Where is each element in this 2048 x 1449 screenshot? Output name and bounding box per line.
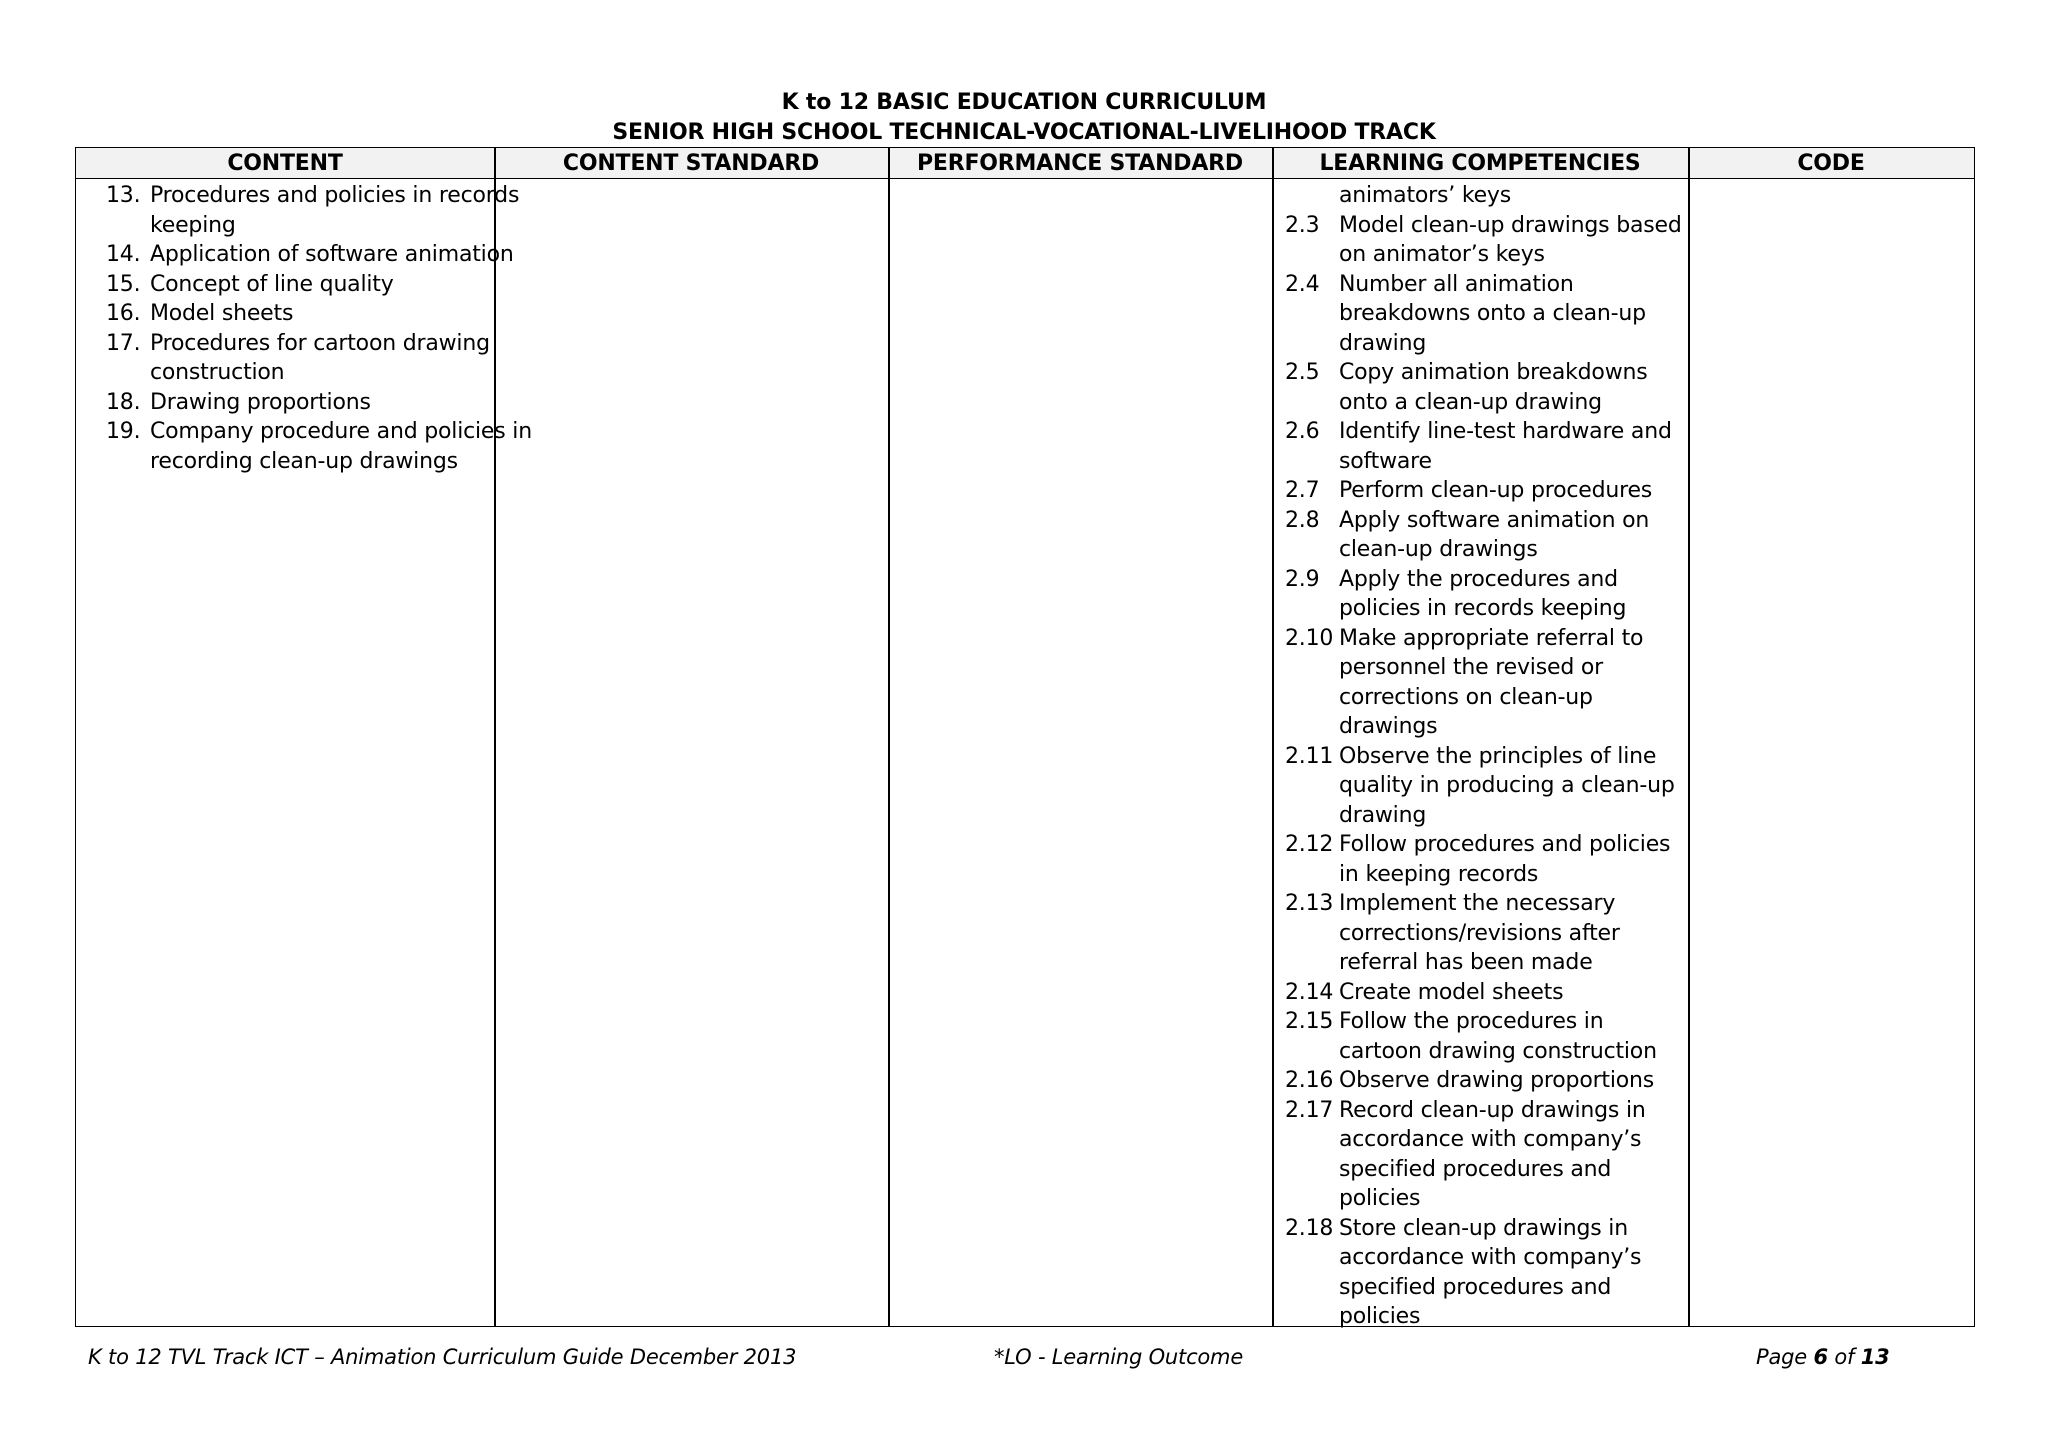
- content-item: [106, 240, 546, 270]
- competency-text: Identify line-test hardware and software: [1339, 419, 1672, 474]
- content-item-number: 16.: [106, 301, 141, 326]
- page-total: 13: [1860, 1345, 1890, 1369]
- competency-text: Implement the necessary corrections/revisions after referral has been made: [1339, 891, 1620, 975]
- competency-item: [1285, 270, 1685, 359]
- competency-item: [1285, 417, 1685, 476]
- competency-item: [1285, 742, 1685, 831]
- competency-continuation-text: animators’ keys: [1339, 183, 1512, 208]
- content-item-number: 17.: [106, 330, 141, 356]
- content-item-text: Procedures for cartoon drawing construction: [150, 330, 490, 385]
- curriculum-table: [75, 147, 1975, 1327]
- column-divider: [1688, 148, 1690, 1326]
- competency-number: 2.9: [1285, 566, 1320, 592]
- competency-number: 2.6: [1285, 419, 1320, 444]
- competency-number: 2.8: [1285, 507, 1320, 533]
- competency-number: 2.12: [1285, 832, 1334, 857]
- content-list: [106, 181, 546, 476]
- competency-text: Perform clean-up procedures: [1339, 478, 1653, 503]
- competency-text: Make appropriate referral to personnel the revised or corrections on clean-up drawings: [1339, 625, 1644, 739]
- content-item-text: Drawing proportions: [150, 389, 371, 415]
- competency-text: Observe the principles of line quality in producing a clean-up drawing: [1339, 743, 1675, 828]
- competency-text: Create model sheets: [1339, 979, 1564, 1005]
- competency-text: Observe drawing proportions: [1339, 1068, 1655, 1093]
- content-item-number: 14.: [106, 242, 141, 267]
- content-item-text: Concept of line quality: [150, 271, 394, 297]
- content-item-text: Model sheets: [150, 301, 294, 326]
- competency-number: 2.3: [1285, 212, 1320, 238]
- content-item: [106, 417, 546, 476]
- competency-text: Store clean-up drawings in accordance with company’s specified procedures and policies: [1339, 1215, 1642, 1329]
- content-item-number: 15.: [106, 271, 141, 297]
- footer-guide-title: K to 12 TVL Track ICT – Animation Curriculum Guide December 2013: [88, 1345, 797, 1369]
- column-header-performance-standard: PERFORMANCE STANDARD: [916, 151, 1243, 176]
- page-of: of: [1827, 1345, 1861, 1369]
- competency-item: [1285, 889, 1685, 978]
- competency-text: Apply the procedures and policies in records keeping: [1339, 566, 1627, 621]
- competency-text: Number all animation breakdowns onto a clean-up drawing: [1339, 271, 1646, 356]
- column-divider: [888, 148, 890, 1326]
- content-item: [106, 388, 546, 418]
- content-item: [106, 329, 546, 388]
- competency-number: 2.17: [1285, 1097, 1334, 1123]
- competency-item: [1285, 1066, 1685, 1096]
- competency-text: Copy animation breakdowns onto a clean-up drawing: [1339, 360, 1648, 415]
- learning-competencies-list: [1285, 181, 1685, 1332]
- competency-text: Follow the procedures in cartoon drawing construction: [1339, 1009, 1657, 1064]
- competency-number: 2.15: [1285, 1009, 1334, 1034]
- content-item: [106, 181, 546, 240]
- document-title: K to 12 BASIC EDUCATION CURRICULUM: [781, 90, 1267, 115]
- competency-number: 2.14: [1285, 979, 1334, 1005]
- competency-item: [1285, 565, 1685, 624]
- content-item-number: 13.: [106, 183, 141, 208]
- column-header-content-standard: CONTENT STANDARD: [562, 151, 820, 176]
- competency-text: Follow procedures and policies in keeping records: [1339, 832, 1671, 887]
- competency-continuation: [1285, 181, 1685, 211]
- competency-item: [1285, 624, 1685, 742]
- document-subtitle: SENIOR HIGH SCHOOL TECHNICAL-VOCATIONAL-LIVELIHOOD TRACK: [612, 120, 1436, 145]
- competency-number: 2.13: [1285, 891, 1334, 916]
- content-item: [106, 299, 546, 329]
- competency-item: [1285, 1096, 1685, 1214]
- competency-item: [1285, 1007, 1685, 1066]
- competency-number: 2.11: [1285, 743, 1334, 769]
- content-item-text: Company procedure and policies in recording clean-up drawings: [150, 419, 532, 474]
- competency-number: 2.16: [1285, 1068, 1334, 1093]
- competency-text: Apply software animation on clean-up drawings: [1339, 507, 1650, 562]
- competency-number: 2.4: [1285, 271, 1320, 297]
- competency-number: 2.18: [1285, 1215, 1334, 1241]
- competency-text: Model clean-up drawings based on animator’s keys: [1339, 212, 1682, 267]
- column-header-learning-competencies: LEARNING COMPETENCIES: [1319, 151, 1641, 176]
- page-current: 6: [1813, 1345, 1828, 1369]
- competency-item: [1285, 830, 1685, 889]
- competency-number: 2.7: [1285, 478, 1320, 503]
- competency-item: [1285, 476, 1685, 506]
- column-divider: [1272, 148, 1274, 1326]
- content-item: [106, 270, 546, 300]
- content-item-text: Application of software animation: [150, 242, 514, 267]
- content-item-number: 19.: [106, 419, 141, 444]
- footer-note: *LO - Learning Outcome: [994, 1345, 1244, 1369]
- column-header-content: CONTENT: [227, 151, 343, 176]
- competency-number: 2.10: [1285, 625, 1334, 651]
- page-prefix: Page: [1756, 1345, 1814, 1369]
- competency-item: [1285, 978, 1685, 1008]
- competency-item: [1285, 358, 1685, 417]
- content-item-text: Procedures and policies in records keeping: [150, 183, 520, 238]
- competency-item: [1285, 211, 1685, 270]
- competency-item: [1285, 506, 1685, 565]
- competency-text: Record clean-up drawings in accordance with company’s specified procedures and policies: [1339, 1097, 1646, 1211]
- column-header-code: CODE: [1797, 151, 1865, 176]
- competency-item: [1285, 1214, 1685, 1332]
- content-item-number: 18.: [106, 389, 141, 415]
- competency-number: 2.5: [1285, 360, 1320, 385]
- page-number: [1756, 1342, 1890, 1372]
